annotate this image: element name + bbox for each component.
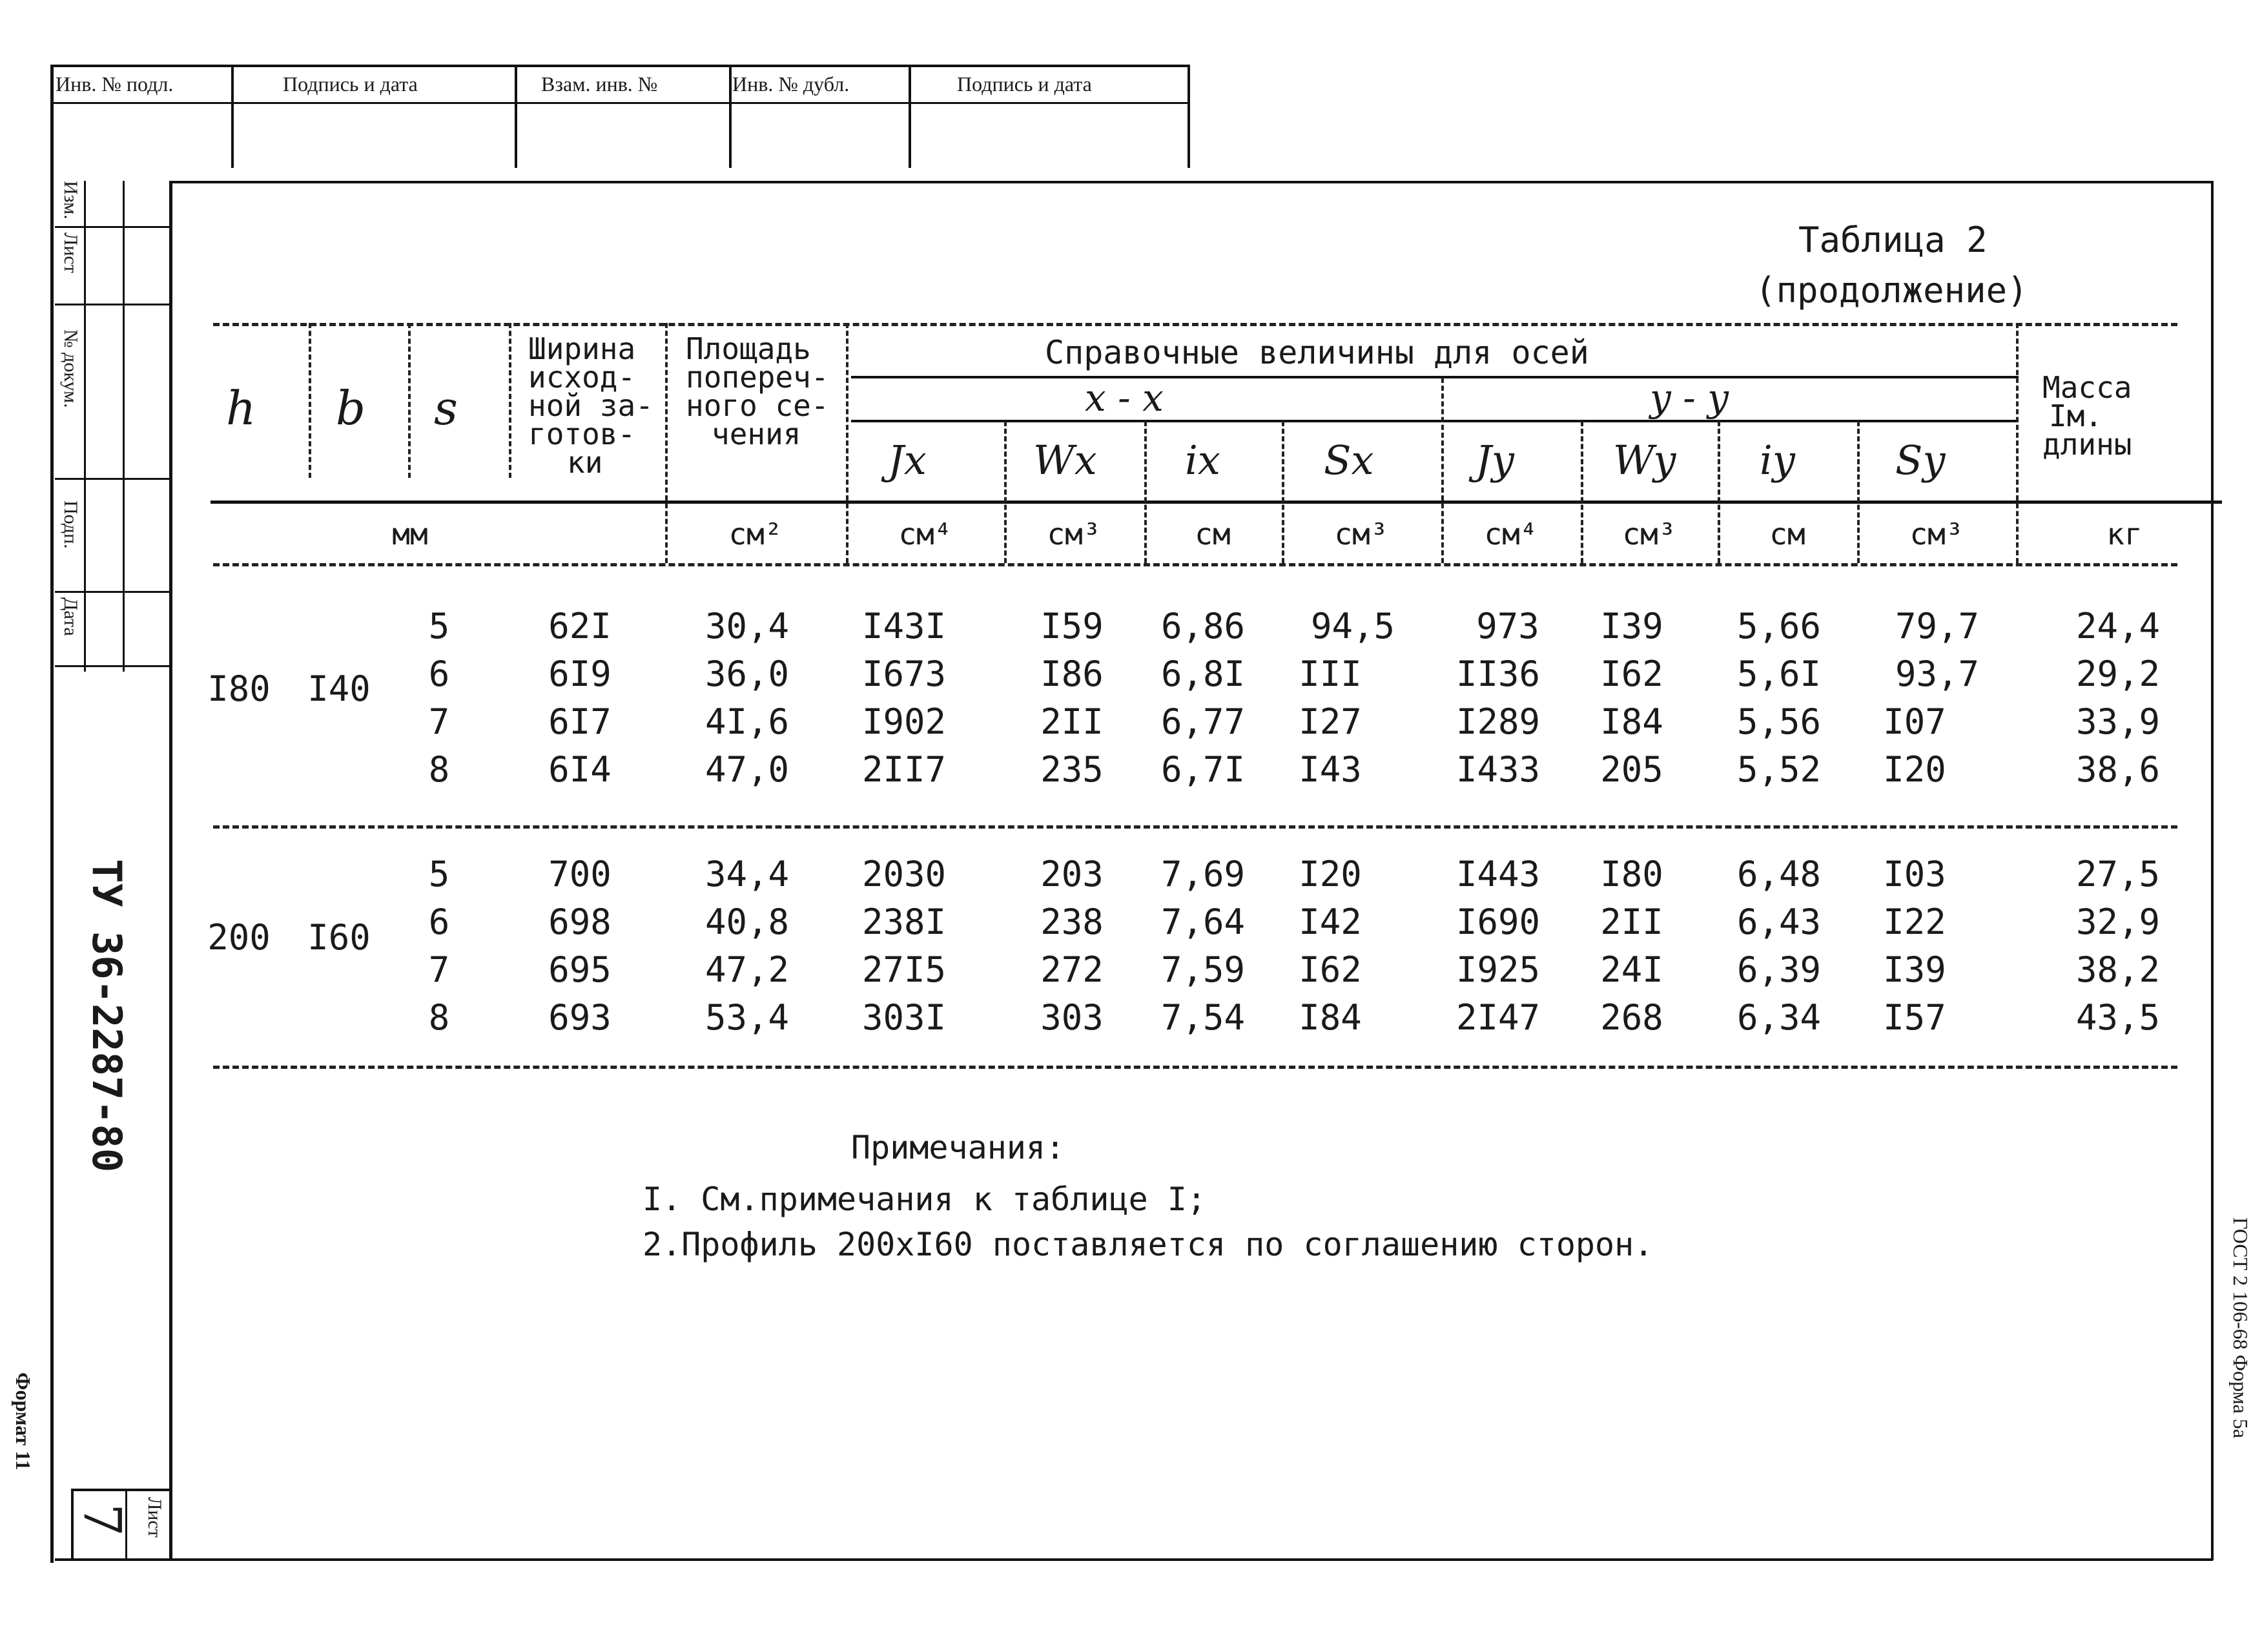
group-separator xyxy=(213,825,2177,829)
format-label: Формат 11 xyxy=(12,1372,35,1471)
header-Sy: Sy xyxy=(1895,437,1946,484)
frame-left xyxy=(169,181,172,1560)
sheet-number: 7 xyxy=(72,1503,132,1536)
header-Sx: Sx xyxy=(1324,437,1374,484)
table-subtitle: (продолжение) xyxy=(1755,270,2028,311)
stamp-signature-date-2: Подпись и дата xyxy=(957,72,1092,96)
header-iy: iy xyxy=(1760,437,1795,484)
table-bottom-dashes xyxy=(213,1066,2177,1069)
stamp-signature-date-1: Подпись и дата xyxy=(283,72,418,96)
group-h: 200 xyxy=(207,917,271,958)
unit-area: см² xyxy=(728,517,783,552)
side-label-data: Дата xyxy=(60,597,81,636)
table-title: Таблица 2 xyxy=(1798,220,1988,260)
note-item-1: I. См.примечания к таблице I; xyxy=(643,1181,1206,1218)
gost-label: ГОСТ 2 106-68 Форма 5а xyxy=(2229,1217,2252,1438)
side-label-list: Лист xyxy=(60,232,81,273)
header-reference: Справочные величины для осей xyxy=(1045,334,1589,371)
unit-mass: кг xyxy=(2106,517,2143,552)
header-s: s xyxy=(434,381,458,435)
stamp-vzam-inv: Взам. инв. № xyxy=(541,72,658,96)
header-Jx: Jx xyxy=(888,437,927,484)
group-b: I40 xyxy=(307,668,371,709)
group-h: I80 xyxy=(207,668,271,709)
unit-Sx: см³ xyxy=(1334,517,1388,552)
unit-iy: см xyxy=(1769,517,1805,552)
table-top-dashes xyxy=(213,323,2177,326)
note-item-2: 2.Профиль 200xI60 поставляется по соглашению сторон. xyxy=(643,1226,1654,1263)
header-Wx: Wx xyxy=(1033,437,1097,484)
unit-Wy: см³ xyxy=(1622,517,1676,552)
header-ix: ix xyxy=(1185,437,1220,484)
unit-Wx: см³ xyxy=(1047,517,1101,552)
unit-ix: см xyxy=(1195,517,1231,552)
frame-right xyxy=(2211,181,2214,1560)
header-bottom-line xyxy=(211,501,2222,504)
unit-mm: мм xyxy=(392,517,428,552)
stamp-header-line xyxy=(50,102,1190,104)
unit-Sy: см³ xyxy=(1909,517,1964,552)
header-Jy: Jy xyxy=(1475,437,1514,484)
left-border xyxy=(50,65,54,1563)
side-label-podp: Подп. xyxy=(60,501,81,549)
stamp-inv-dubl: Инв. № дубл. xyxy=(732,72,850,96)
frame-bottom xyxy=(55,1558,2213,1561)
unit-Jy: см⁴ xyxy=(1484,517,1538,552)
header-b: b xyxy=(336,381,366,435)
header-h: h xyxy=(226,381,256,435)
header-Wy: Wy xyxy=(1613,437,1676,484)
header-axis-yy: y - y xyxy=(1650,376,1729,420)
group-b: I60 xyxy=(307,917,371,958)
unit-Jx: см⁴ xyxy=(898,517,952,552)
stamp-inv-podl: Инв. № подл. xyxy=(56,72,174,96)
sheet-label: Лист xyxy=(144,1497,165,1538)
side-label-izm: Изм. xyxy=(60,181,81,220)
doc-code: ТУ 36-2287-80 xyxy=(83,859,130,1173)
frame-top xyxy=(169,181,2213,183)
stamp-top-line xyxy=(50,65,1190,67)
side-label-dokum: № докум. xyxy=(60,329,81,408)
header-axis-xx: x - x xyxy=(1085,376,1164,420)
notes-title: Примечания: xyxy=(851,1129,1065,1166)
